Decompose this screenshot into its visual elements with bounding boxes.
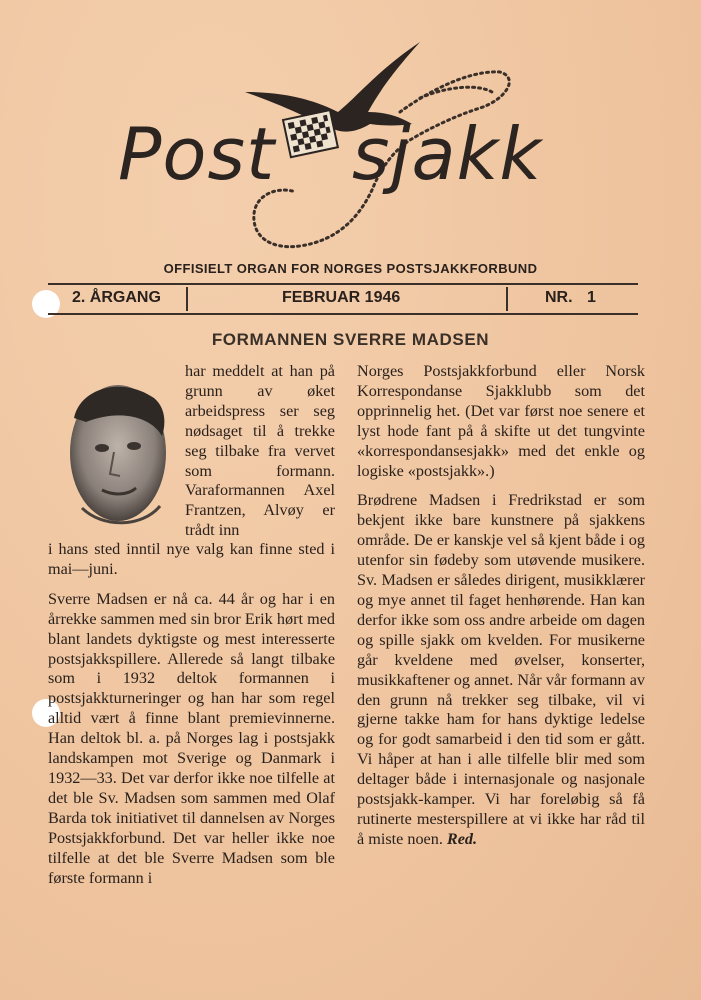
right-column <box>357 362 645 850</box>
issue-bar-bottom-rule <box>48 313 638 315</box>
masthead-title-left: Post <box>118 112 276 196</box>
article-lead-continued <box>48 540 335 888</box>
article-headline: FORMANNEN SVERRE MADSEN <box>211 330 490 349</box>
masthead-title-right: sjakk <box>352 112 543 196</box>
seagull-logo <box>0 0 701 260</box>
volume-label: 2. ÅRGANG <box>72 289 161 306</box>
portrait-photo <box>62 378 172 528</box>
masthead-subtitle: OFFISIELT ORGAN FOR NORGES POSTSJAKKFORBUND <box>163 261 538 276</box>
article-lead-continued-text: i hans sted inntil nye valg kan finne sted i mai—juni. <box>48 540 335 578</box>
signature: Red. <box>446 829 478 848</box>
article-lead-text: har meddelt at han på grunn av øket arbeidspress ser seg nødsaget til å trekke seg tilbake fra vervet som formann. Varaformannen Axel Frantzen, Alvøy er trådt inn <box>185 362 335 540</box>
issue-date: FEBRUAR 1946 <box>282 289 401 306</box>
issue-bar-divider <box>506 287 508 311</box>
issue-bar-divider <box>186 287 188 311</box>
right-paragraph-2 <box>357 491 645 849</box>
right-paragraph-1: Norges Postsjakkforbund eller Norsk Korrespondanse Sjakklubb som det opprinnelig het. (Det var først noe senere et lyst hode fant på å skifte ut det tungvinte «korrespondansesjakk» med det enkle og logiske «postsjakk».) <box>357 362 645 480</box>
issue-number: NR. 1 <box>545 289 596 306</box>
left-paragraph-2: Sverre Madsen er nå ca. 44 år og har i en årrekke sammen med sin bror Erik hørt med blant landets dyktigste og mest interesserte postsjakkspillere. Allerede så langt tilbake som i 1932 deltok formannen i postsjakkturneringer og han har som regel alltid vært å finne blant premievinnerne. Han deltok bl. a. på Norges lag i postsjakk landskampen mot Sverige og Danmark i 1932—33. Det var derfor ikke noe tilfelle at det ble Sv. Madsen som sammen med Olaf Barda tok initiativet til dannelsen av Norges Postsjakkforbund. Det var heller ikke noe tilfelle at det ble Sverre Madsen som ble første formann i <box>48 589 335 887</box>
right-paragraph-2-text: Brødrene Madsen i Fredrikstad er som bekjent ikke bare kunstnere på sjakkens område. De er kanskje vel så kjent både i og utenfor sin fødeby som utøvende musikere. Sv. Madsen er således dirigent, musikklærer og mye annet til faget henhørende. Han kan derfor ikke som oss andre arbeide om dagen og spille sjakk om kvelden. For musikerne går kveldene med øvelser, konserter, musikkaftener og annet. Når vår formann av den grunn nå trekker seg tilbake, vil vi gjerne takke ham for hans dyktige ledelse og for godt samarbeid i den tid som er gått. Vi håper at han i alle tilfelle blir med som deltager både i internasjonale og nasjonale postsjakk-kamper. Vi har foreløbig så få rutinerte mesterspillere at vi ikke har råd til å miste noen. <box>357 491 645 848</box>
issue-bar-top-rule <box>48 283 638 285</box>
